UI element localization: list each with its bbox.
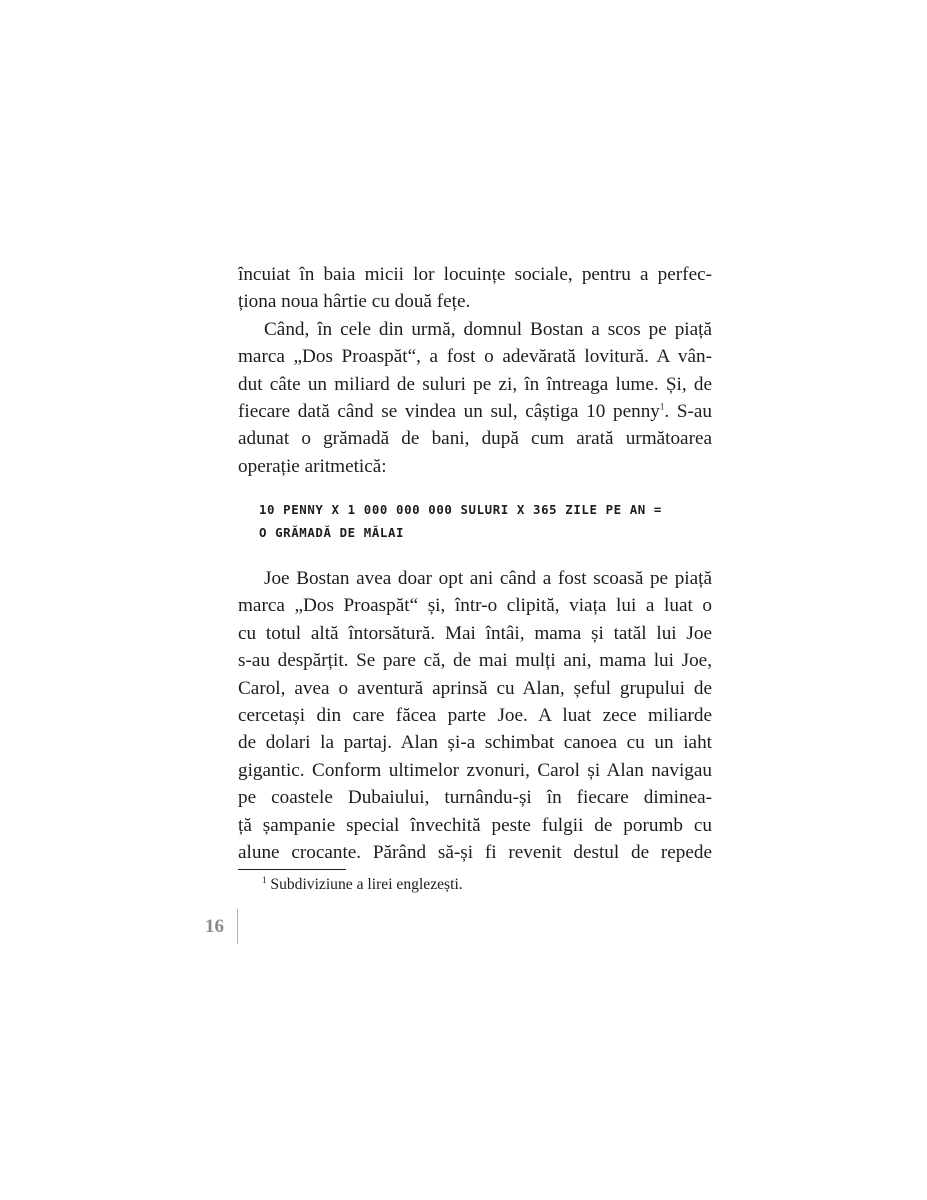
footnote-reference[interactable]: 1: [659, 401, 665, 412]
math-operation: [259, 498, 662, 544]
page-number-divider: [237, 909, 238, 944]
footnote-marker: 1: [262, 874, 267, 885]
text-line: marca „Dos Proaspăt“ și, într-o clipită, viața lui a luat o: [238, 595, 712, 617]
text-line: Joe Bostan avea doar opt ani când a fost scoasă pe piață: [264, 568, 712, 589]
text-line: operație aritmetică:: [238, 455, 387, 477]
footnote-text: Subdiviziune a lirei englezești.: [270, 876, 463, 893]
text-line: de dolari la partaj. Alan și-a schimbat canoea cu un iaht: [238, 732, 712, 754]
text-line: cu totul altă întorsătură. Mai întâi, mama și tatăl lui Joe: [238, 622, 712, 644]
text-line: ționa noua hârtie cu două fețe.: [238, 291, 471, 313]
text-line: ță șampanie special învechită peste fulgii de porumb cu: [238, 814, 712, 836]
text-line: s-au despărțit. Se pare că, de mai mulți ani, mama lui Joe,: [238, 650, 712, 672]
text-line: cercetași din care făcea parte Joe. A luat zece miliarde: [238, 704, 712, 726]
footnote: [262, 874, 463, 896]
math-line: O GRĂMADĂ DE MĂLAI: [259, 525, 405, 540]
paragraph-1: [238, 261, 712, 480]
text-line: Când, în cele din urmă, domnul Bostan a scos pe piață: [264, 318, 712, 340]
paragraph-2: [238, 565, 712, 866]
text-line: gigantic. Conform ultimelor zvonuri, Carol și Alan navigau: [238, 759, 712, 781]
text-line: dut câte un miliard de suluri pe zi, în întreaga lume. Și, de: [238, 373, 712, 395]
text-line: adunat o grămadă de bani, după cum arată următoarea: [238, 428, 712, 450]
math-line: 10 PENNY X 1 000 000 000 SULURI X 365 ZILE PE AN =: [259, 502, 662, 517]
page-number: 16: [205, 916, 224, 937]
text-fragment: . S-au: [664, 400, 712, 422]
text-line: marca „Dos Proaspăt“, a fost o adevărată lovitură. A vân-: [238, 346, 712, 368]
text-line: încuiat în baia micii lor locuințe sociale, pentru a perfec-: [238, 264, 712, 285]
text-line-with-footnote: [238, 398, 712, 425]
text-fragment: fiecare dată când se vindea un sul, câștiga 10 penny: [238, 400, 660, 422]
text-line: alune crocante. Părând să-și fi revenit destul de repede: [238, 841, 712, 863]
text-line: pe coastele Dubaiului, turnându-și în fiecare diminea-: [238, 787, 712, 809]
text-line: Carol, avea o aventură aprinsă cu Alan, șeful grupului de: [238, 677, 712, 699]
footnote-separator: [238, 869, 346, 870]
